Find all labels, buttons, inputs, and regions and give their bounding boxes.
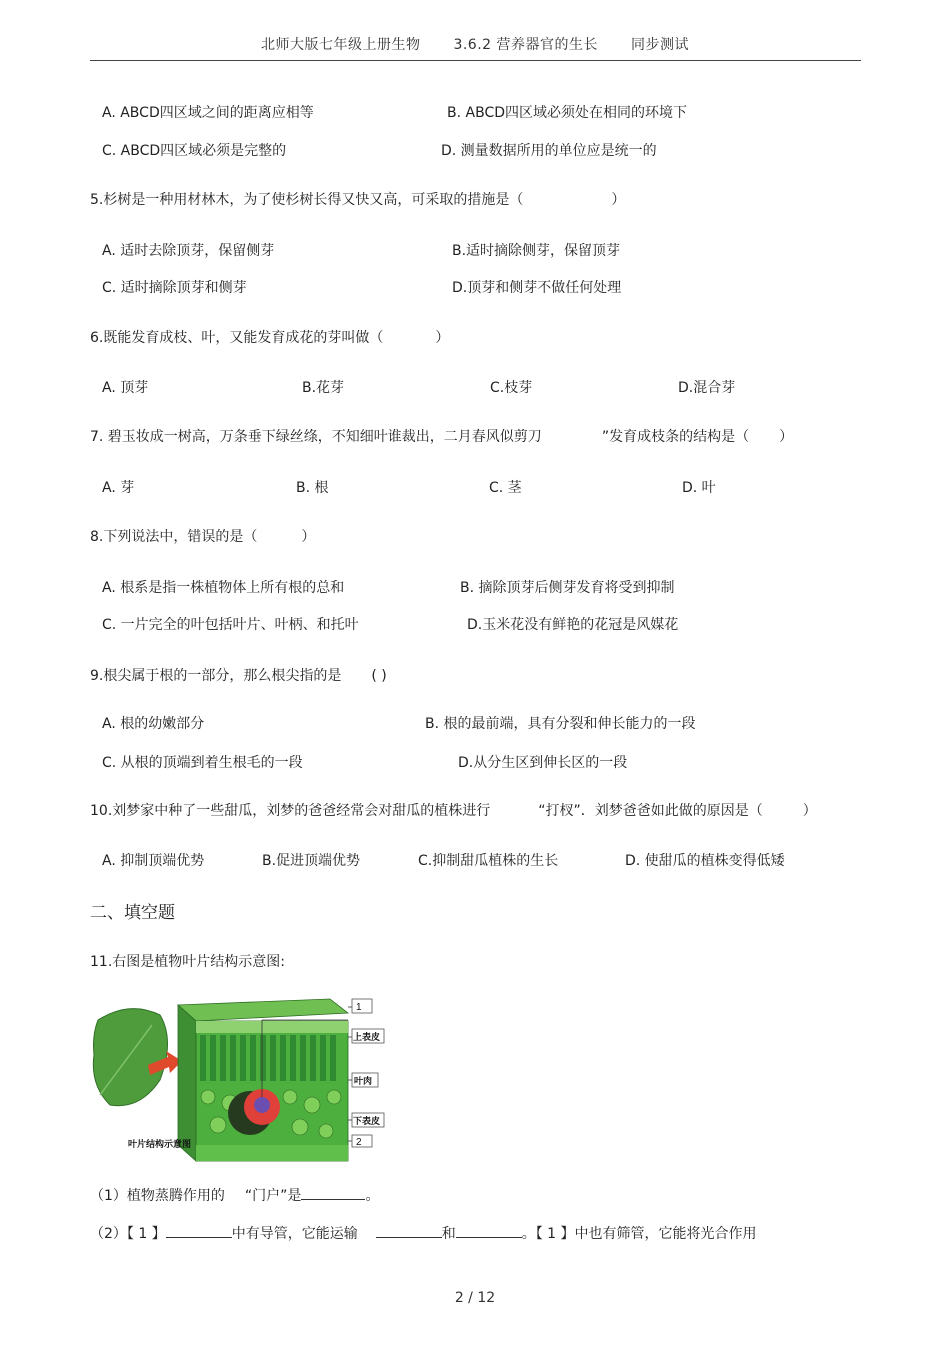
q11-stem: 11.右图是植物叶片结构示意图: <box>90 954 285 970</box>
q8-stem <box>90 526 315 546</box>
q11-sub1-mid: “门户”是 <box>244 1188 302 1204</box>
q11-sub1-blank[interactable] <box>301 1199 365 1200</box>
q8-option-a[interactable]: A. 根系是指一株植物体上所有根的总和 <box>102 580 345 596</box>
vein-purple-core <box>254 1097 270 1113</box>
q7-close: ） <box>779 429 794 445</box>
q10-option-c[interactable]: C.抑制甜瓜植株的生长 <box>418 853 559 869</box>
q9-option-a[interactable]: A. 根的幼嫩部分 <box>102 716 205 732</box>
block-side-face <box>178 1005 196 1161</box>
q10-stem-text: 10.刘梦家中种了一些甜瓜，刘梦的爸爸经常会对甜瓜的植株进行 <box>90 803 491 819</box>
q7-stem-text: 7. 碧玉妆成一树高，万条垂下绿丝绦，不知细叶谁裁出，二月春风似剪刀 <box>90 429 542 445</box>
q5-options-row-1 <box>0 240 950 262</box>
q6-option-d[interactable]: D.混合芽 <box>678 380 736 396</box>
q8-option-c[interactable]: C. 一片完全的叶包括叶片、叶柄、和托叶 <box>102 617 359 633</box>
q8-options-row-2 <box>0 614 950 636</box>
q9-option-b[interactable]: B. 根的最前端，具有分裂和伸长能力的一段 <box>425 716 696 732</box>
q11-sub2-text-d: 。【 1 】中也有筛管，它能将光合作用 <box>521 1226 757 1242</box>
q6-option-b[interactable]: B.花芽 <box>302 380 345 396</box>
leaf-structure-figure <box>90 985 385 1170</box>
q10-options-row <box>0 850 950 872</box>
q10-option-b[interactable]: B.促进顶端优势 <box>262 853 361 869</box>
lower-epidermis-band <box>196 1145 348 1161</box>
upper-epidermis-band <box>196 1021 348 1033</box>
figure-label-lower-epidermis: 下表皮 <box>353 1117 381 1127</box>
q8-close: ） <box>301 529 316 545</box>
figure-caption: 叶片结构示意图 <box>128 1140 192 1150</box>
q7-stem <box>90 426 793 446</box>
q4-option-d[interactable]: D. 测量数据所用的单位应是统一的 <box>441 143 657 159</box>
q5-options-row-2 <box>0 277 950 299</box>
q10-option-a[interactable]: A. 抑制顶端优势 <box>102 853 205 869</box>
q11-sub1-end: 。 <box>365 1188 380 1204</box>
page-number: 2 / 12 <box>454 1290 496 1306</box>
q8-option-d[interactable]: D.玉米花没有鲜艳的花冠是风媒花 <box>467 617 679 633</box>
q8-options-row-1 <box>0 577 950 599</box>
figure-label-1: 1 <box>356 1002 362 1013</box>
figure-label-2: 2 <box>356 1137 362 1148</box>
q11-sub1 <box>90 1185 379 1205</box>
q11-sub2-text-a: （2）【 1 】 <box>90 1226 166 1242</box>
q8-option-b[interactable]: B. 摘除顶芽后侧芽发育将受到抑制 <box>460 580 675 596</box>
q9-options-row-2 <box>0 752 950 774</box>
q9-stem-text: 9.根尖属于根的一部分，那么根尖指的是 <box>90 668 342 684</box>
q11-sub2-blank-1[interactable] <box>166 1237 232 1238</box>
q7-option-a[interactable]: A. 芽 <box>102 480 135 496</box>
q9-options-row-1 <box>0 713 950 735</box>
q11-sub2 <box>90 1223 757 1243</box>
header-rule <box>90 60 861 61</box>
q10-close: ） <box>802 803 817 819</box>
q11-sub2-blank-2[interactable] <box>376 1237 442 1238</box>
q9-stem <box>90 665 387 685</box>
q11-sub2-text-c: 和 <box>441 1226 456 1242</box>
q6-option-a[interactable]: A. 顶芽 <box>102 380 149 396</box>
q7-stem-tail: ”发育成枝条的结构是（ <box>601 429 750 445</box>
q9-paren: ( ) <box>371 668 387 684</box>
header-chapter: 3.6.2 营养器官的生长 <box>453 37 599 53</box>
q5-option-a[interactable]: A. 适时去除顶芽，保留侧芽 <box>102 243 275 259</box>
q10-option-d[interactable]: D. 使甜瓜的植株变得低矮 <box>625 853 785 869</box>
q9-option-c[interactable]: C. 从根的顶端到着生根毛的一段 <box>102 755 303 771</box>
q6-stem <box>90 327 449 347</box>
q4-option-c[interactable]: C. ABCD四区域必须是完整的 <box>102 143 287 159</box>
q5-option-d[interactable]: D.顶芽和侧芽不做任何处理 <box>452 280 622 296</box>
q10-stem <box>90 800 817 820</box>
q5-option-c[interactable]: C. 适时摘除顶芽和侧芽 <box>102 280 247 296</box>
header-book: 北师大版七年级上册生物 <box>261 37 421 53</box>
q4-option-b[interactable]: B. ABCD四区域必须处在相同的环境下 <box>447 105 687 121</box>
q4-option-a[interactable]: A. ABCD四区域之间的距离应相等 <box>102 105 314 121</box>
q8-stem-text: 8.下列说法中，错误的是（ <box>90 529 258 545</box>
q4-options-row-2 <box>0 140 950 162</box>
q7-option-b[interactable]: B. 根 <box>296 480 329 496</box>
q10-stem-tail: “打杈”．刘梦爸爸如此做的原因是（ <box>538 803 763 819</box>
q5-close: ） <box>611 192 626 208</box>
q6-option-c[interactable]: C.枝芽 <box>490 380 533 396</box>
q5-stem <box>90 189 625 209</box>
page-header <box>90 34 860 54</box>
q7-options-row <box>0 477 950 499</box>
figure-label-mesophyll: 叶肉 <box>354 1077 373 1087</box>
q7-option-c[interactable]: C. 茎 <box>489 480 522 496</box>
q11-sub2-blank-3[interactable] <box>456 1237 522 1238</box>
q7-option-d[interactable]: D. 叶 <box>682 480 716 496</box>
section-title: 二、填空题 <box>90 903 175 923</box>
q6-stem-text: 6.既能发育成枝、叶，又能发育成花的芽叫做（ <box>90 330 384 346</box>
q9-option-d[interactable]: D.从分生区到伸长区的一段 <box>458 755 628 771</box>
q6-options-row <box>0 377 950 399</box>
q5-stem-text: 5.杉树是一种用材林木，为了使杉树长得又快又高，可采取的措施是（ <box>90 192 524 208</box>
q5-option-b[interactable]: B.适时摘除侧芽，保留顶芽 <box>452 243 621 259</box>
q4-options-row-1 <box>0 102 950 124</box>
header-kind: 同步测试 <box>630 37 689 53</box>
q11-sub2-text-b: 中有导管，它能运输 <box>231 1226 358 1242</box>
leaf-structure-diagram <box>90 985 385 1170</box>
q11-sub1-text: （1）植物蒸腾作用的 <box>90 1188 225 1204</box>
figure-label-upper-epidermis: 上表皮 <box>353 1033 381 1043</box>
block-top-surface <box>178 999 348 1021</box>
q6-close: ） <box>435 330 450 346</box>
leaf-shape <box>93 1009 167 1106</box>
